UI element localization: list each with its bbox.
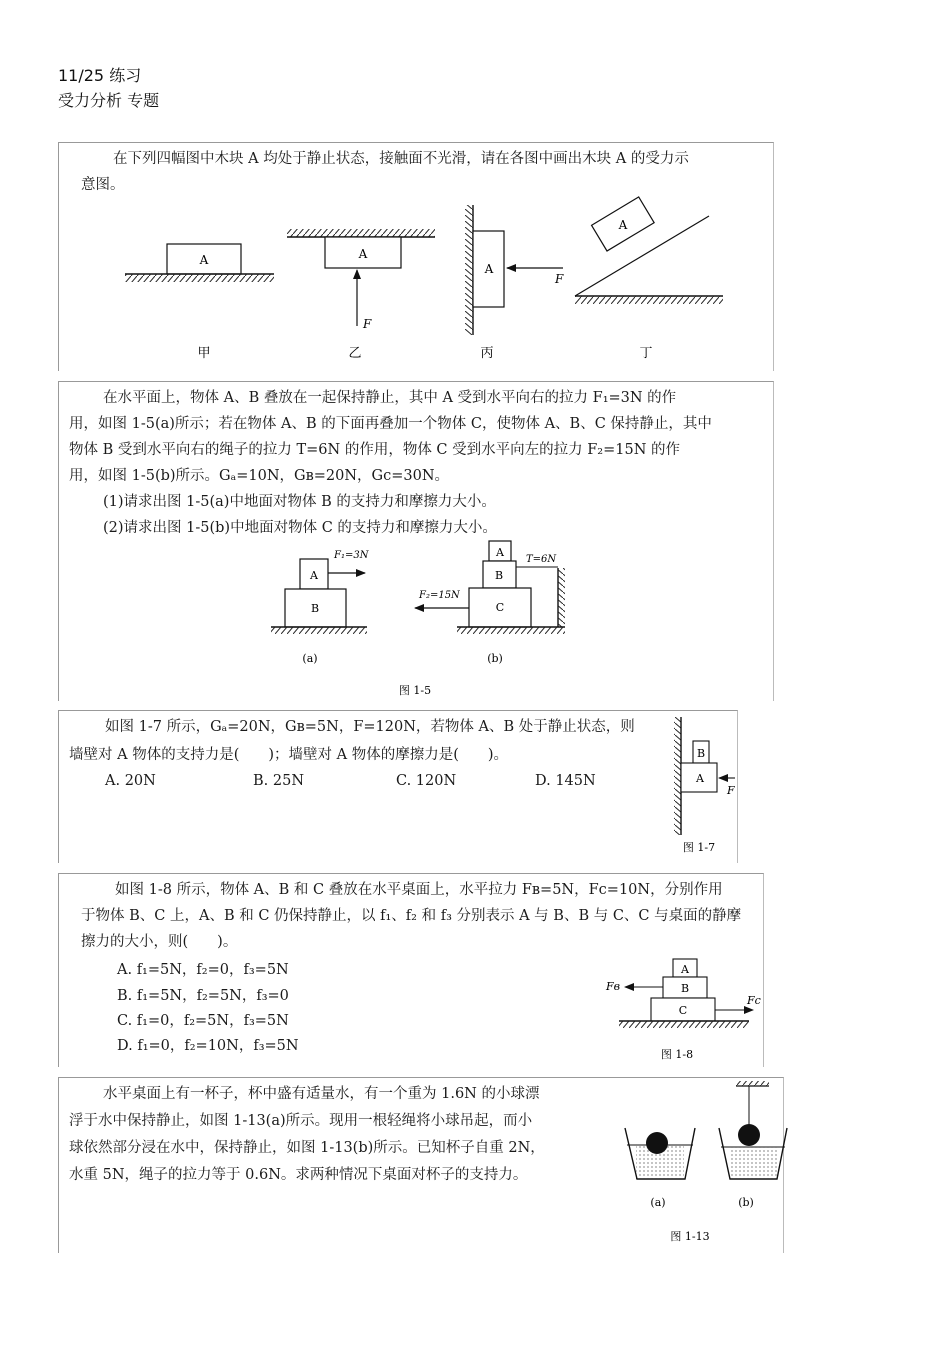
svg-text:A: A — [696, 772, 704, 785]
svg-text:F: F — [555, 272, 564, 286]
q4-line-1: 如图 1-8 所示，物体 A、B 和 C 叠放在水平桌面上，水平拉力 Fв=5N，Fc=10N，分别作用 — [115, 882, 723, 898]
q2-line-4: 用，如图 1-5(b)所示。Gₐ=10N，Gв=20N，Gc=30N。 — [69, 468, 450, 484]
q3-option-c: C. 120N — [396, 773, 457, 789]
fig-bing — [465, 205, 564, 335]
q4-option-d: D. f₁=0，f₂=10N，f₃=5N — [117, 1038, 299, 1054]
q4-option-c: C. f₁=0，f₂=5N，f₃=5N — [117, 1013, 289, 1029]
svg-text:A: A — [484, 262, 494, 276]
svg-text:(a): (a) — [650, 1196, 666, 1209]
q3-line-1: 如图 1-7 所示，Gₐ=20N，Gв=5N，F=120N，若物体 A、B 处于静止状态，则 — [105, 719, 635, 735]
question-1-panel — [58, 142, 774, 371]
q2-line-3: 物体 B 受到水平向右的绳子的拉力 T=6N 的作用，物体 C 受到水平向左的拉力 F₂=15N 的作 — [69, 442, 681, 458]
q2-line-5: (1)请求出图 1-5(a)中地面对物体 B 的支持力和摩擦力大小。 — [103, 494, 496, 510]
svg-text:C: C — [495, 601, 505, 614]
wall-hatch — [465, 205, 473, 335]
svg-text:图 1-7: 图 1-7 — [682, 841, 716, 854]
ground-hatch — [125, 274, 274, 282]
question-2-panel — [58, 381, 774, 701]
svg-text:A: A — [681, 963, 689, 976]
svg-text:B: B — [494, 569, 504, 582]
caption-jia: 甲 — [197, 346, 211, 361]
svg-text:A: A — [358, 247, 368, 261]
fig-yi — [287, 229, 435, 331]
date-line: 11/25 练习 — [58, 66, 142, 85]
figure-1-13 — [59, 1078, 783, 1253]
caption-ding: 丁 — [639, 346, 653, 361]
fig-ding — [575, 197, 723, 304]
q1-figures — [59, 143, 773, 371]
question-4-panel — [58, 873, 764, 1067]
svg-text:F₁=3N: F₁=3N — [334, 550, 369, 561]
q4-option-a: A. f₁=5N，f₂=0，f₃=5N — [117, 962, 289, 978]
svg-text:F₂=15N: F₂=15N — [419, 590, 460, 601]
q2-line-2: 用，如图 1-5(a)所示；若在物体 A、B 的下面再叠加一个物体 C，使物体 A、B、C 保持静止，其中 — [69, 416, 712, 432]
figure-1-5 — [59, 382, 773, 701]
svg-text:Fв: Fв — [606, 980, 621, 993]
q3-line-2: 墙壁对 A 物体的支持力是( )；墙壁对 A 物体的摩擦力是( )。 — [69, 747, 509, 763]
topic-line: 受力分析 专题 — [58, 91, 160, 110]
q1-line-1: 在下列四幅图中木块 A 均处于静止状态，接触面不光滑，请在各图中画出木块 A 的受力示 — [113, 151, 689, 167]
svg-text:F: F — [727, 784, 735, 797]
svg-text:Fc: Fc — [747, 994, 761, 1007]
svg-text:A: A — [618, 218, 628, 233]
q5-line-1: 水平桌面上有一杯子，杯中盛有适量水，有一个重为 1.6N 的小球漂 — [103, 1086, 540, 1102]
fig-jia — [125, 244, 274, 282]
svg-text:C: C — [678, 1004, 688, 1017]
ceiling-hatch — [287, 229, 435, 237]
svg-text:A: A — [496, 546, 504, 559]
svg-text:B: B — [696, 747, 706, 760]
q1-line-2: 意图。 — [81, 177, 125, 193]
block-a-label: A — [199, 253, 209, 267]
q3-option-b: B. 25N — [253, 773, 305, 789]
question-5-panel — [58, 1077, 784, 1253]
q5-line-4: 水重 5N，绳子的拉力等于 0.6N。求两种情况下桌面对杯子的支持力。 — [69, 1167, 528, 1183]
q2-line-1: 在水平面上，物体 A、B 叠放在一起保持静止，其中 A 受到水平向右的拉力 F₁=3N 的作 — [103, 390, 677, 406]
q4-option-b: B. f₁=5N，f₂=5N，f₃=0 — [117, 988, 289, 1004]
fig-1-5-caption: 图 1-5 — [398, 684, 432, 697]
figure-1-8 — [59, 874, 763, 1067]
q4-line-2: 于物体 B、C 上，A、B 和 C 仍保持静止，以 f₁、f₂ 和 f₃ 分别表示 A 与 B、B 与 C、C 与桌面的静摩 — [81, 908, 742, 924]
q2-line-6: (2)请求出图 1-5(b)中地面对物体 C 的支持力和摩擦力大小。 — [103, 520, 497, 536]
svg-text:T=6N: T=6N — [526, 554, 557, 565]
q3-option-d: D. 145N — [535, 773, 596, 789]
svg-text:(a): (a) — [302, 652, 318, 665]
svg-text:B: B — [680, 982, 690, 995]
svg-text:图 1-13: 图 1-13 — [670, 1230, 710, 1243]
svg-text:(b): (b) — [738, 1196, 754, 1209]
figure-1-7 — [59, 711, 737, 863]
q4-line-3: 擦力的大小，则( )。 — [81, 934, 238, 950]
q5-line-2: 浮于水中保持静止，如图 1-13(a)所示。现用一根轻绳将小球吊起，而小 — [69, 1113, 533, 1129]
caption-bing: 丙 — [480, 346, 494, 361]
svg-text:B: B — [310, 602, 320, 615]
question-3-panel — [58, 710, 738, 863]
q3-option-a: A. 20N — [105, 773, 156, 789]
svg-text:(b): (b) — [487, 652, 503, 665]
q5-line-3: 球依然部分浸在水中，保持静止，如图 1-13(b)所示。已知杯子自重 2N， — [69, 1140, 545, 1156]
svg-text:图 1-8: 图 1-8 — [660, 1048, 694, 1061]
caption-yi: 乙 — [348, 346, 362, 361]
svg-text:A: A — [310, 569, 318, 582]
svg-text:F: F — [363, 317, 372, 331]
